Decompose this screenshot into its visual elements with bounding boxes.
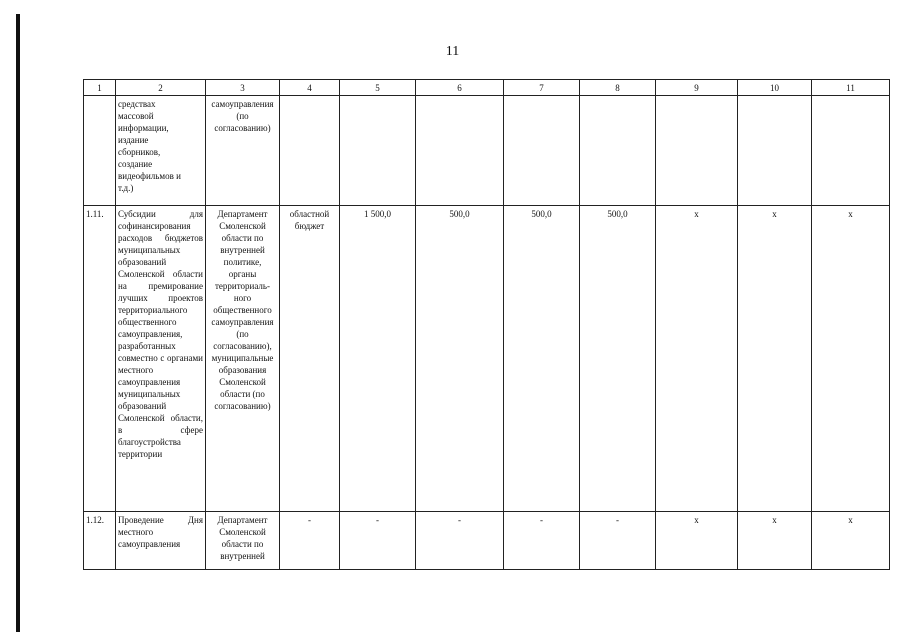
measure-name — [116, 512, 206, 570]
funding-source — [280, 512, 340, 570]
measure-name-text: средствах массовой информации, издание сборников, создание видеофильмов и т.д.) — [118, 99, 181, 193]
year2-amount: - — [504, 512, 580, 570]
indicator-col9: x — [656, 206, 738, 512]
measure-name-text: Субсидии для софинансирования расходов бюджетов муниципальных образований Смоленской области на премирование лучших проектов территориального общественного самоуправления, разработанных совместно с органами местного самоуправления муниципальных образований Смоленской области, в сфере благоустройства территории — [118, 209, 203, 459]
header-cell: 4 — [280, 80, 340, 96]
header-cell: 8 — [580, 80, 656, 96]
table-row — [84, 96, 890, 206]
funding-source — [280, 96, 340, 206]
table-row — [84, 512, 890, 570]
indicator-col9 — [656, 96, 738, 206]
funding-source — [280, 206, 340, 512]
indicator-col9: x — [656, 512, 738, 570]
indicator-col11 — [812, 96, 890, 206]
header-cell: 5 — [340, 80, 416, 96]
total-amount: 1 500,0 — [340, 206, 416, 512]
measure-name — [116, 96, 206, 206]
scan-margin-bar — [16, 14, 20, 632]
measure-name-text: Проведение Дня местного самоуправления — [118, 515, 203, 549]
table-row — [84, 206, 890, 512]
funding-source-text: областной бюджет — [289, 209, 330, 231]
year2-amount — [504, 96, 580, 206]
page-number: 11 — [445, 44, 460, 59]
year3-amount: - — [580, 512, 656, 570]
measure-name — [116, 206, 206, 512]
program-table — [83, 79, 890, 570]
indicator-col10: x — [738, 512, 812, 570]
year1-amount: - — [416, 512, 504, 570]
indicator-col11: x — [812, 206, 890, 512]
executor — [206, 96, 280, 206]
indicator-col10 — [738, 96, 812, 206]
executor-text: самоуправления (по согласованию) — [211, 99, 274, 133]
header-cell: 6 — [416, 80, 504, 96]
header-cell: 2 — [116, 80, 206, 96]
header-cell: 3 — [206, 80, 280, 96]
year3-amount — [580, 96, 656, 206]
executor-text: Департамент Смоленской области по внутренней политике, органы территориаль- ного общественного самоуправления (по согласованию), муниципальные образования Смоленской области (по согласованию) — [211, 209, 274, 411]
executor-text: Департамент Смоленской области по внутренней — [217, 515, 268, 561]
year1-amount — [416, 96, 504, 206]
header-cell: 7 — [504, 80, 580, 96]
indicator-col11: x — [812, 512, 890, 570]
year1-amount: 500,0 — [416, 206, 504, 512]
executor — [206, 512, 280, 570]
header-cell: 11 — [812, 80, 890, 96]
executor — [206, 206, 280, 512]
row-number — [84, 96, 116, 206]
total-amount — [340, 96, 416, 206]
indicator-col10: x — [738, 206, 812, 512]
year2-amount: 500,0 — [504, 206, 580, 512]
row-number: 1.12. — [84, 512, 116, 570]
row-number: 1.11. — [84, 206, 116, 512]
header-cell: 1 — [84, 80, 116, 96]
header-cell: 9 — [656, 80, 738, 96]
header-cell: 10 — [738, 80, 812, 96]
total-amount: - — [340, 512, 416, 570]
year3-amount: 500,0 — [580, 206, 656, 512]
table-header-row — [84, 80, 890, 96]
funding-source-text: - — [308, 515, 311, 525]
